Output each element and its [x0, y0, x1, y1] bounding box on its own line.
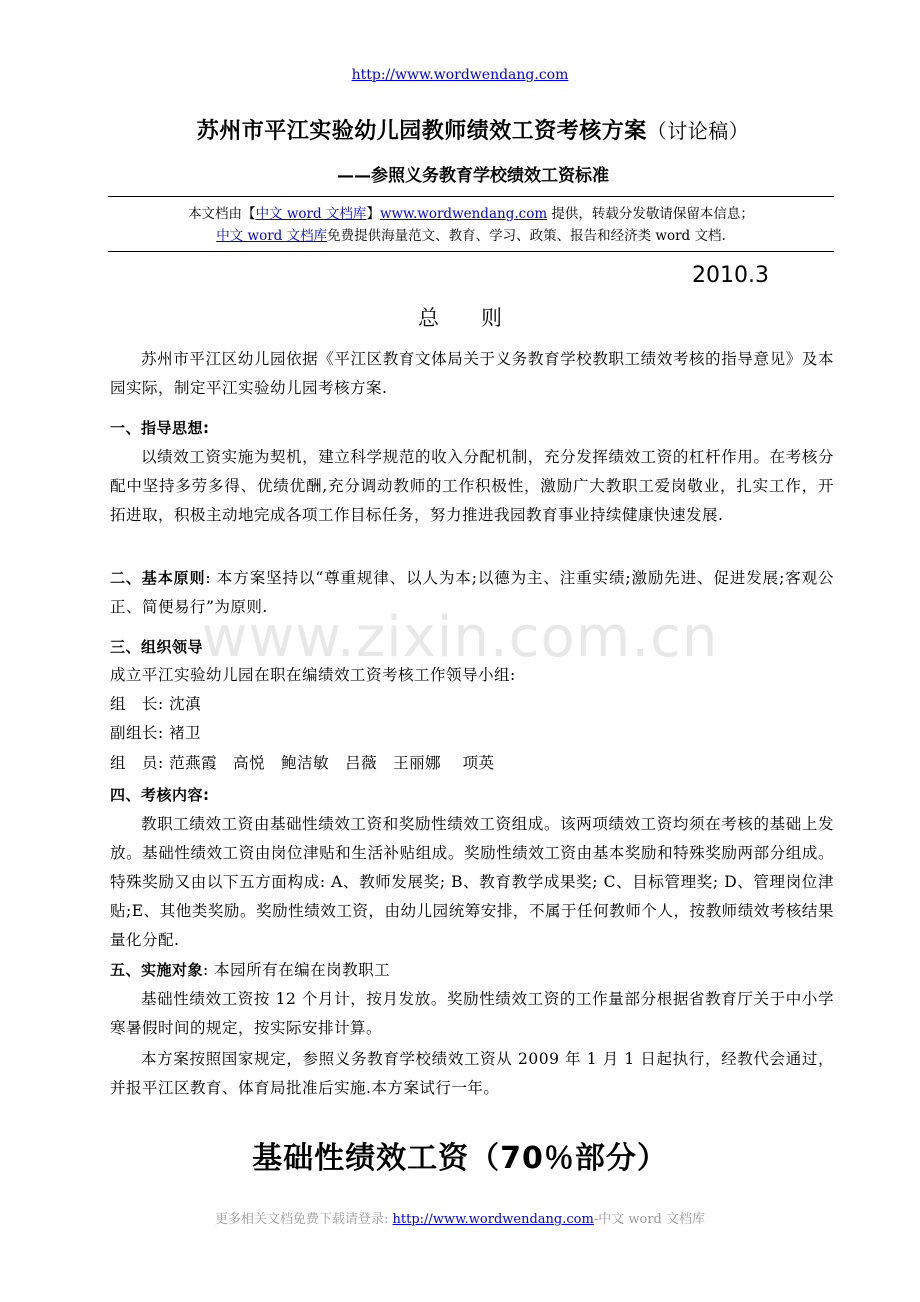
notice-text: 本文档由【 — [188, 206, 256, 222]
s5-heading: 五、实施对象 — [110, 961, 204, 979]
section-heading: 总则 — [418, 306, 544, 330]
title-main: 苏州市平江实验幼儿园教师绩效工资考核方案 — [196, 119, 647, 144]
s3-heading-text: 三、组织领导 — [110, 638, 204, 656]
s4-paragraph: 教职工绩效工资由基础性绩效工资和奖励性绩效工资组成。该两项绩效工资均须在考核的基础上发放。基础性绩效工资由岗位津贴和生活补贴组成。奖励性绩效工资由基本奖励和特殊奖励两部分组成。特殊奖励又由以下五方面构成: A、教师发展奖; B、教育教学成果奖; C、目标管理奖; D、管理岗位津贴;E、其他类奖励。奖励性绩效工资，由幼儿园统筹安排，不属于任何教师个人，按教师绩效考核结果量化分配. — [110, 815, 834, 949]
title-note: （讨论稿） — [646, 119, 750, 143]
watermark: www.zixin.com.cn — [201, 605, 719, 670]
document-date: 2010.3 — [692, 263, 769, 288]
s5-paragraph — [110, 956, 834, 985]
notice-top-rule — [108, 196, 834, 197]
base-pay-paragraph: 基础性绩效工资按 12 个月计，按月发放。奖励性绩效工资的工作量部分根据省教育厅关于中小学寒暑假时间的规定，按实际安排计算。 — [110, 990, 834, 1037]
footer-text: 更多相关文档免费下载请登录: — [215, 1212, 393, 1227]
s4-heading-text: 四、考核内容: — [110, 786, 210, 804]
document-subtitle: ——参照义务教育学校绩效工资标准 — [337, 166, 609, 186]
notice-link-site[interactable]: www.wordwendang.com — [379, 206, 548, 222]
notice-line-2 — [108, 225, 834, 247]
notice-box — [108, 203, 834, 247]
s3-leader: 组 长: 沈滇 — [110, 695, 202, 713]
s2-heading: 二、基本原则 — [110, 569, 206, 587]
intro-paragraph: 苏州市平江区幼儿园依据《平江区教育文体局关于义务教育学校教职工绩效考核的指导意见》及本园实际，制定平江实验幼儿园考核方案. — [110, 350, 834, 397]
notice-text: 提供，转载分发敬请保留本信息； — [547, 206, 754, 222]
notice-bottom-rule — [108, 251, 834, 252]
s1-heading-text: 一、指导思想: — [110, 419, 210, 437]
header-url[interactable] — [0, 67, 920, 83]
s1-heading — [110, 414, 834, 443]
big-heading: 基础性绩效工资（70％部分） — [252, 1141, 668, 1176]
execution-paragraph: 本方案按照国家规定，参照义务教育学校绩效工资从 2009 年 1 月 1 日起执行，经教代会通过，并报平江区教育、体育局批准后实施.本方案试行一年。 — [110, 1050, 834, 1097]
footer-link[interactable]: http://www.wordwendang.com — [392, 1212, 594, 1227]
s5-text: : 本园所有在编在岗教职工 — [203, 961, 391, 979]
notice-link-library-2[interactable]: 中文 word 文档库 — [216, 228, 328, 244]
s3-members: 组 员: 范燕霞 高悦 鲍洁敏 吕薇 王丽娜 项英 — [110, 754, 495, 772]
notice-line-1 — [108, 203, 834, 225]
notice-link-library[interactable]: 中文 word 文档库 — [255, 206, 367, 222]
s2-paragraph — [110, 564, 834, 622]
notice-text: 】 — [366, 206, 380, 222]
header-url-link[interactable]: http://www.wordwendang.com — [351, 67, 569, 83]
s3-heading — [110, 633, 834, 662]
footer-suffix: -中文 word 文档库 — [593, 1212, 705, 1227]
s4-heading — [110, 781, 834, 810]
s1-paragraph: 以绩效工资实施为契机，建立科学规范的收入分配机制，充分发挥绩效工资的杠杆作用。在考核分配中坚持多劳多得、优绩优酬,充分调动教师的工作积极性，激励广大教职工爱岗敬业，扎实工作，开拓进取，积极主动地完成各项工作目标任务，努力推进我园教育事业持续健康快速发展. — [110, 448, 834, 524]
s3-line: 成立平江实验幼儿园在职在编绩效工资考核工作领导小组: — [110, 666, 516, 684]
s3-deputy: 副组长: 褚卫 — [110, 724, 202, 742]
footer — [0, 1208, 920, 1227]
document-title — [108, 114, 838, 145]
notice-text: 免费提供海量范文、教育、学习、政策、报告和经济类 word 文档. — [327, 228, 726, 244]
s2-text: : 本方案坚持以“尊重规律、以人为本;以德为主、注重实绩;激励先进、促进发展;客观公正、简便易行”为原则. — [110, 569, 834, 616]
